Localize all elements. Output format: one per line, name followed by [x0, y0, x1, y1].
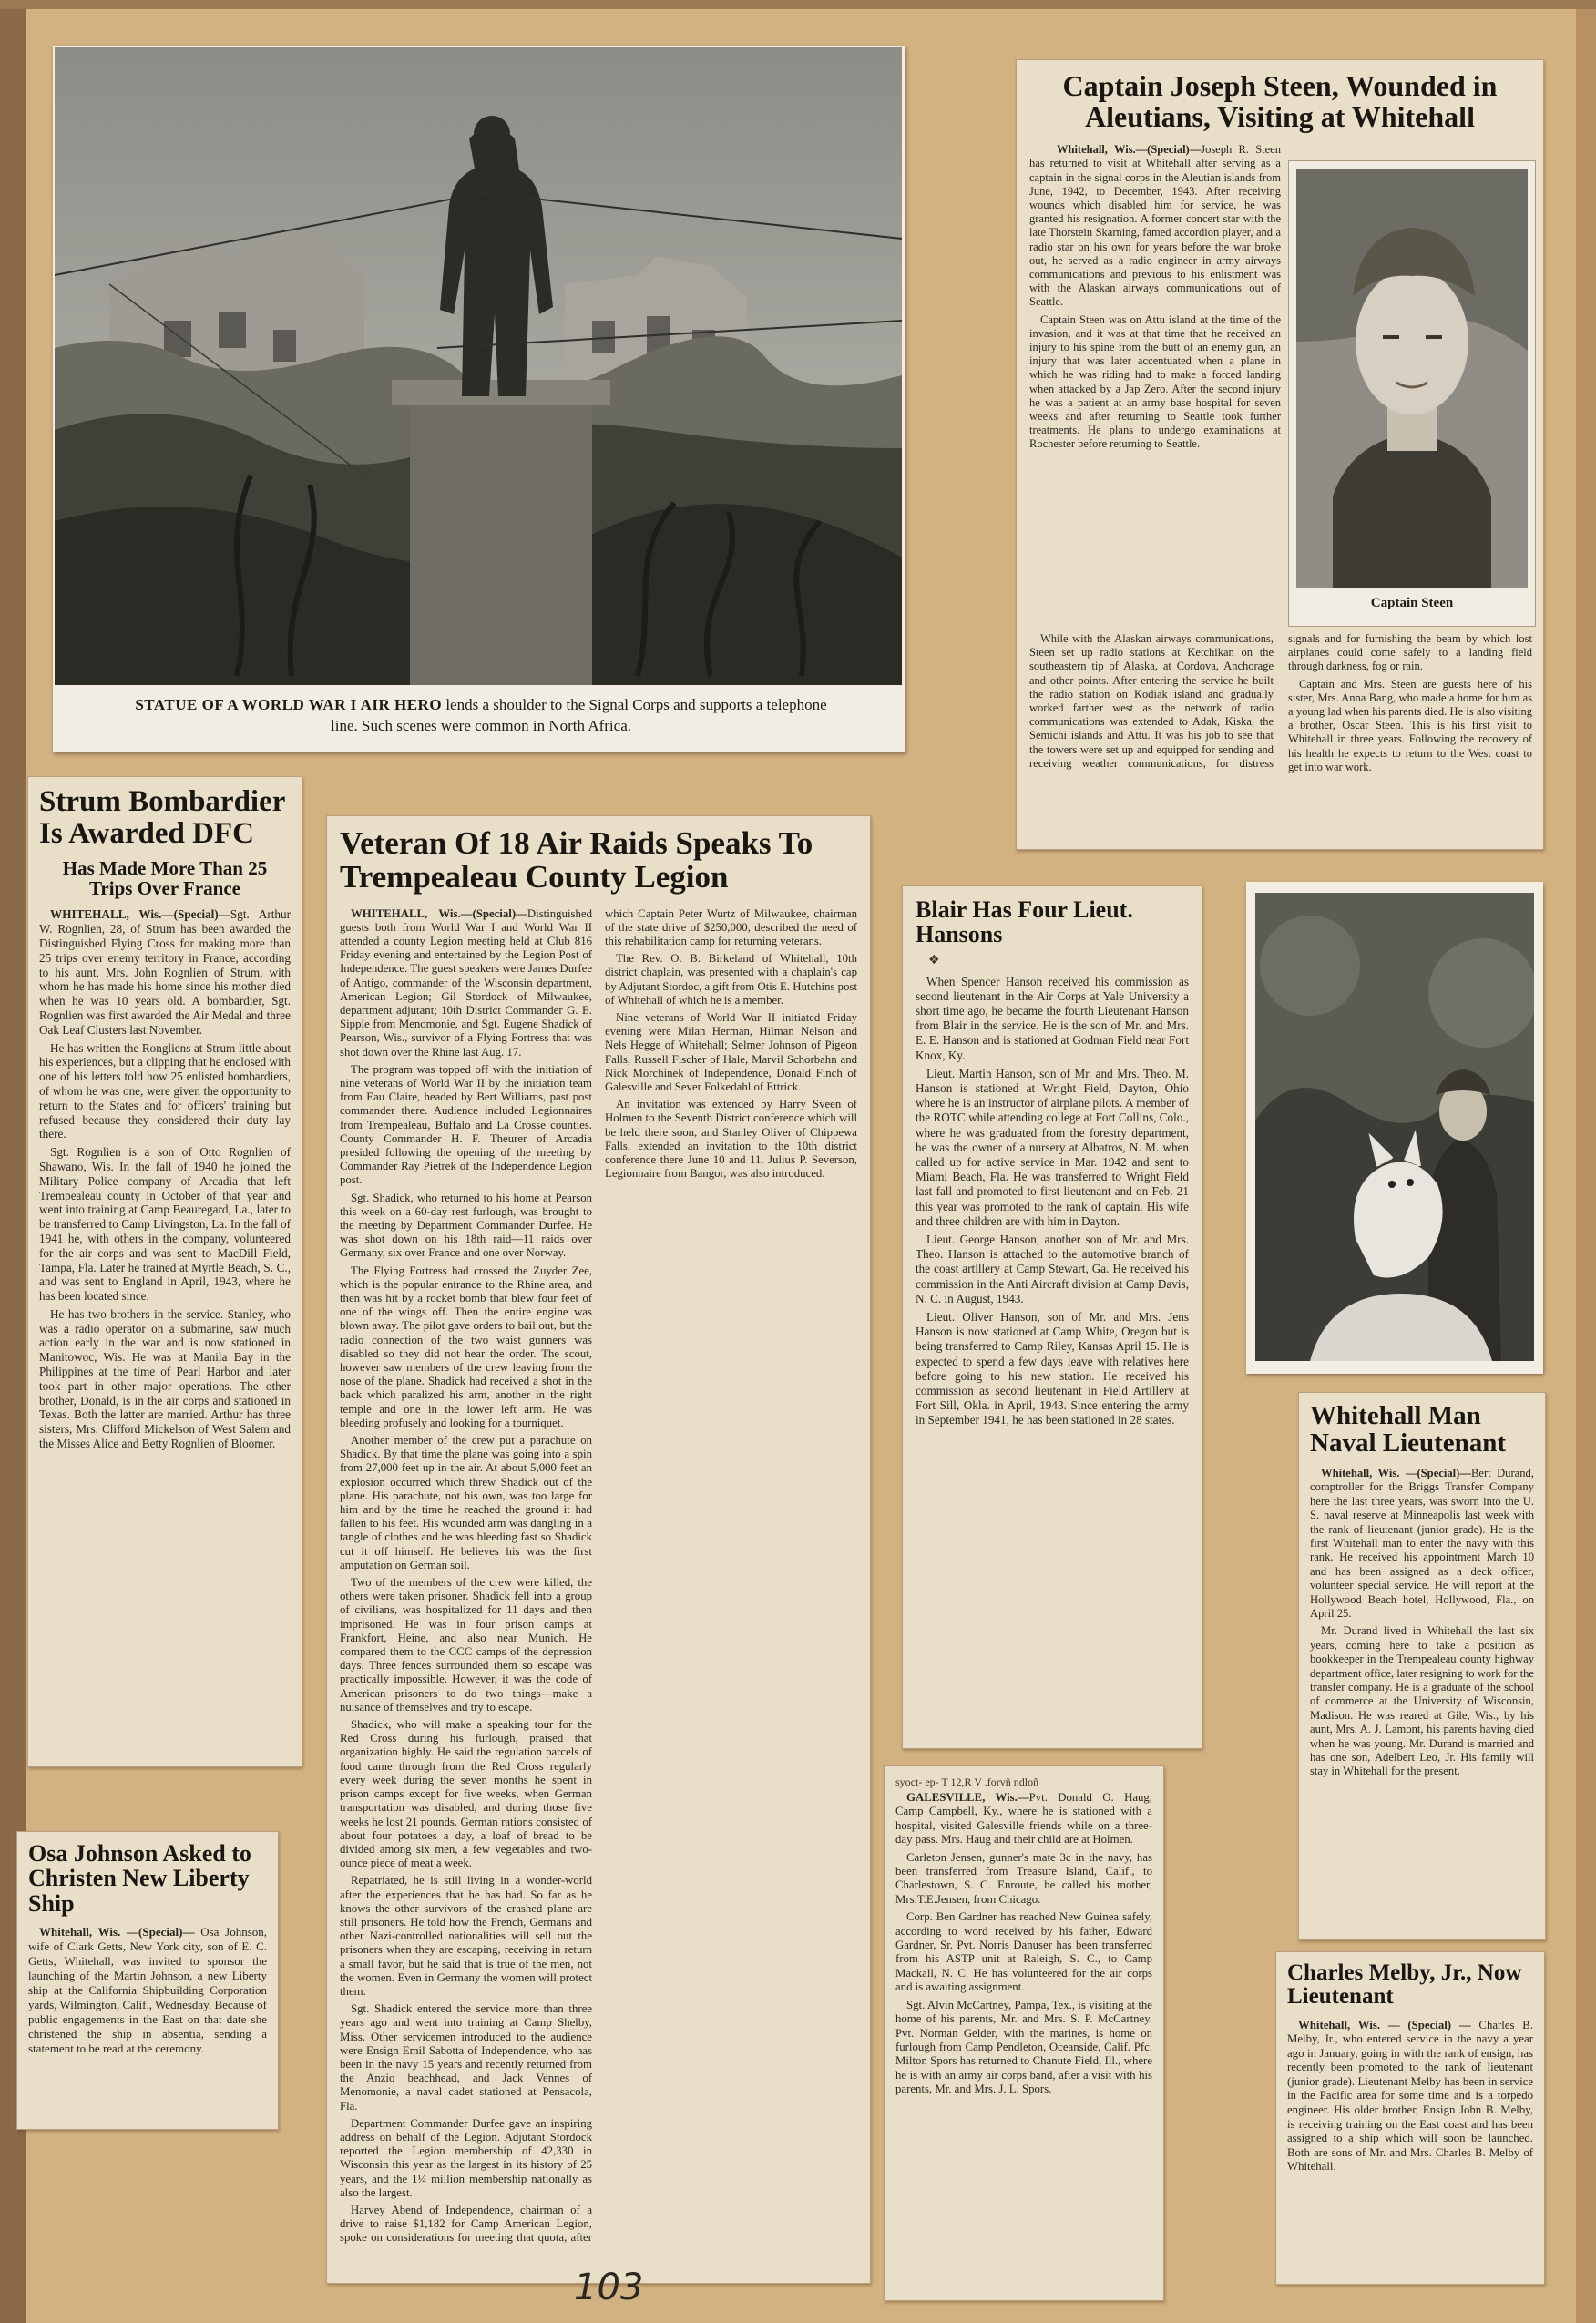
statue-photo-print: [53, 46, 905, 752]
veteran-article: [326, 815, 871, 2284]
melby-headline: Charles Melby, Jr., Now Lieutenant: [1287, 1960, 1522, 2010]
durand-article: [1298, 1392, 1546, 1940]
galesville-article: [884, 1765, 1164, 2301]
blair-paragraph: Lieut. Martin Hanson, son of Mr. and Mrs. Theo. M. Hanson is stationed at Wright Field, Dayton, Ohio where he is an instructor of airplane pilots. A member of the ROTC while attending college at Fort Collins, Colo., where he was graduated from the forestry department, he was the owner of a nursery at Albatros, N. M. when called up for active service in Mar. 1942 and sent to Miami Beach, Fla. He was transferred to Wright Field last fall and promoted to first lieutenant and on Feb. 21 this year was promoted to the rank of captain. His wife and three children are with him in Dayton.: [916, 1066, 1189, 1228]
steen-photo-caption: Captain Steen: [1370, 596, 1454, 610]
veteran-paragraph: The Rev. O. B. Birkeland of Whitehall, 10th district chaplain, was presented with a chaplain's cap by Adjutant Stordoc, a gift from Otis E. Hutchins post of Whitehall of which he is a member.: [605, 952, 857, 1007]
page-right-edge: [1576, 0, 1596, 2323]
osa-article: [16, 1831, 279, 2130]
steen-headline: Captain Joseph Steen, Wounded in Aleutians, Visiting at Whitehall: [1062, 69, 1498, 133]
veteran-paragraph: The program was topped off with the initiation of nine veterans of World War II by the initiation team from Eau Claire, headed by Bert Williams, past post commander there. Audience included Legionnaires from Trempealeau, Buffalo and La Crosse counties. County Commander H. F. Theurer of Arcadia presided following the opening of the meeting by Commander Ray Pietrek of the Independence Legion post.: [340, 1062, 592, 1187]
durand-paragraph: Bert Durand, comptroller for the Briggs Transfer Company here the last three years, was sworn into the U. S. naval reserve at Minneapolis last week with the rank of lieutenant (junior grade). He is the first Whitehall man to enter the navy with this rank. He received his appointment March 10 and has been assigned as a deck officer, volunteer special service. He will report at the Hollywood Beach hotel, Hollywood, Fla., on April 25.: [1310, 1466, 1534, 1620]
osa-headline: Osa Johnson Asked to Christen New Liberty Ship: [28, 1840, 251, 1917]
melby-body: [1287, 2019, 1533, 2175]
steen-paragraph: Joseph R. Steen has returned to visit at Whitehall after serving as a captain in the signal corps in the Aleutian islands from June, 1942, to December, 1943. After receiving wounds which disabled him for service, he was granted his resignation. A former concert star with the late Thorstein Skarning, famed accordion player, and a radio star on his own for years before the war broke out, he served as a radio engineer in army airways communications and previous to his enlistment was with the Alaskan airways communications out of Seattle.: [1029, 143, 1281, 309]
steen-paragraph: Captain and Mrs. Steen are guests here of his sister, Mrs. Anna Bang, who made a home for him as a young lad when his parents died. He is also visiting a brother, Oscar Steen. This is his first visit to Whitehall in three years. Following the recovery of his health he expects to return to the West coast to get into war work.: [1288, 677, 1532, 773]
caption-text: lends a shoulder to the Signal Corps and supports a telephone line. Such scenes were common in North Africa.: [331, 696, 827, 734]
veteran-paragraph: Another member of the crew put a parachute on Shadick. By that time the plane was going into a spin from 27,000 feet up in the air. At about 5,000 feet an explosion occurred which threw Shadick out of the plane. His parachute, not his own, was too large for him and by the time he reached the ground it had fallen to his feet. His wounded arm was dangling in a tangle of clothes and he was bleeding fast so Shadick cut it off himself. He believes his was the first amputation on German soil.: [340, 1434, 592, 1571]
strum-subhead: Has Made More Than 25 Trips Over France: [62, 857, 268, 900]
veteran-paragraph: Two of the members of the crew were killed, the others were taken prisoner. Shadick fell into a group of civilians, was hospitalized for 11 days and then imprisoned. He was in four prison camps at Frankfort, Heine, and also near Munich. He compared them to the CCC camps of the depression days. Three fences surrounded them so escape was practically impossible. However, it was the code of American prisoners to do two things—make a nuisance of themselves and try to escape.: [340, 1576, 592, 1714]
caption-title: STATUE OF A WORLD WAR I AIR HERO: [135, 696, 443, 713]
blair-body: [916, 975, 1189, 1428]
blair-paragraph: When Spencer Hanson received his commission as second lieutenant in the Air Corps at Yale University a short time ago, he became the fourth Lieutenant Hanson from Blair in the service. He is the son of Mr. and Mrs. E. E. Hanson and is stationed at Godman Field near Fort Knox, Ky.: [916, 974, 1189, 1062]
melby-text: Charles B. Melby, Jr., who entered service in the navy a year ago in January, going in with the rank of ensign, has recently been promoted to the rank of lieutenant (junior grade). Lieutenant Melby has been in service in the Pacific area for some time and is a torpedo engineer. His older brother, Ensign John B. Melby, is receiving training on the East coast and has been assigned to a ship which will soon be launched. Both are sons of Mr. and Mrs. Charles B. Melby of Whitehall.: [1287, 2018, 1534, 2174]
page-top-edge: [0, 0, 1596, 9]
galesville-paragraph: Corp. Ben Gardner has reached New Guinea safely, according to word received by his father, Edward Gardner, Sr. Pvt. Norris Danuser has been transferred from his ASTP unit at Raleigh, S. C., to Camp Mackall, N. C. He has volunteered for the air corps and is awaiting assignment.: [895, 1910, 1152, 1994]
statue-photo-image: [55, 47, 902, 685]
strum-body: [39, 907, 291, 1450]
blair-headline: Blair Has Four Lieut. Hansons: [916, 896, 1133, 948]
steen-paragraph: While with the Alaskan airways communications, Steen set up radio stations at Ketchikan on the southeastern tip of Alaska, at Cordova, Anchorage and other points. After entering the service he built the radio station on Kodiak island and gradually worked farther west as the network of radio communications was extended to Adak, Kiska, the Semichi islands and Attu. It was his job to see that the towers were set up and equipped for sending and receiving weather communications, for distress signals and for furnishing the beam by which lost airplanes could come safely to a landing field through darkness, fog or rain.: [1029, 632, 1532, 770]
steen-portrait: [1296, 169, 1528, 588]
statue-photo-caption: [126, 694, 836, 736]
durand-dateline: Whitehall, Wis. —(Special)—: [1321, 1466, 1471, 1479]
veteran-paragraph: Sgt. Shadick entered the service more than three years ago and went into training at Camp Shelby, Miss. Other servicemen introduced to the audience were Ensign Emil Sabotta of Independence, who has been in the navy 15 years and recently returned from the Anzio beachhead, and Jack Vennes of Menomonie, a naval cadet stationed at Pensacola, Fla.: [340, 2002, 592, 2113]
durand-headline: Whitehall Man Naval Lieutenant: [1310, 1401, 1507, 1458]
galesville-paragraph: Pvt. Donald O. Haug, Camp Campbell, Ky., where he is stationed with a hospital, visited Galesville friends while on a three-day pass. Mrs. Haug and their child are at Holmen.: [895, 1791, 1152, 1847]
osa-dateline: Whitehall, Wis. —(Special)—: [39, 1924, 195, 1939]
steen-article: [1016, 59, 1544, 850]
blair-article: [902, 885, 1202, 1749]
veteran-paragraph: Nine veterans of World War II initiated Friday evening were Milan Herman, Hilman Nelson and Nels Hegge of Whitehall; Selmer Johnson of Pigeon Falls, Russell Fischer of Hale, Marvil Schorbahn and Nick Morchinek of Independence, Donald Finch of Galesville and Sever Folkedahl of Ettrick.: [605, 1010, 857, 1093]
galesville-dateline: GALESVILLE, Wis.—: [906, 1791, 1029, 1804]
veteran-paragraph: Department Commander Durfee gave an inspiring address on behalf of the Legion. Adjutant Stordock reported the Legion membership of 42,330 in Wisconsin this year as the largest in its history of 25 years, and the 1¼ million membership nationally as also the largest.: [340, 2116, 592, 2199]
melby-article: [1275, 1951, 1545, 2285]
veteran-paragraph: Distinguished guests both from World War I and World War II attended a county Legion meeting held at Club 816 Friday evening and entertained by the Legion Post of Independence. The guest speakers were James Durfee of Antigo, commander of the Wisconsin department, American Legion; Gil Stordock of Milwaukee, department adjutant; 10th District Commander G. E. Sipple from Menomonie, and Sgt. Eugene Shadick of Pearson, Wis., survivor of a Flying Fortress that was shot down over the Rhine last Aug. 17.: [340, 906, 592, 1059]
soldier-with-dog-photo: [1246, 882, 1543, 1374]
galesville-topline: syoct- ep- T 12,R V .forvñ ndloñ: [895, 1776, 1039, 1788]
strum-paragraph: He has written the Rongliens at Strum little about his experiences, but a clipping that he enclosed with one of his letters told how 25 enlisted bombardiers, of whom he was one, were given the opportunity to return to the States and for officers' training but refused because they considered their duty lay there.: [39, 1040, 291, 1141]
blair-paragraph: Lieut. George Hanson, another son of Mr. and Mrs. Theo. Hanson is attached to the automotive branch of the coast artillery at Camp Stewart, Ga. He received his commission in the Anti Aircraft division at Camp Davis, N. C. in August, 1943.: [916, 1233, 1189, 1305]
veteran-paragraph: Sgt. Shadick, who returned to his home at Pearson this week on a 60-day rest furlough, was brought to the meeting by Department Commander Durfee. He was shot down on his 18th raid—11 raids over Germany, six over France and one over Norway.: [340, 1191, 592, 1260]
blair-paragraph: Lieut. Oliver Hanson, son of Mr. and Mrs. Jens Hanson is now stationed at Camp White, Oregon but is being transferred to Camp Riley, Kansas April 15. He is expected to spend a few days leave with relatives here before going to his new station. He received his commission as second lieutenant in Field Artillery at Fort Sill, Okla. in April, 1943. Since entering the army in September 1941, he has been stationed in 28 states.: [916, 1310, 1189, 1428]
durand-body: [1310, 1467, 1534, 1779]
strum-headline: Strum Bombardier Is Awarded DFC: [39, 785, 285, 850]
veteran-paragraph: Shadick, who will make a speaking tour for the Red Cross during his furlough, praised that organization highly. He said the regulation parcels of food came through from the Red Cross regularly every week during the seven months he spent in prison camps except for five weeks, when German transportation was disabled, and during those five weeks he lost 21 pounds. German rations consisted of about four potatoes a day, a loaf of bread to be divided among six men, a few vegetables and two-ounce piece of meat a week.: [340, 1718, 592, 1870]
steen-photo: [1288, 160, 1536, 627]
galesville-paragraph: Sgt. Alvin McCartney, Pampa, Tex., is visiting at the home of his parents, Mr. and Mrs. S. P. McCartney. Pvt. Norman Gelder, with the marines, is home on furlough from Camp Pendleton, Oceanside, Calif. Pfc. Milton Spors has returned to Chanute Field, Ill., where he is with an army air corps band, after a visit with his parents, Mr. and Mrs. J. L. Spors.: [895, 1998, 1152, 2096]
melby-dateline: Whitehall, Wis. — (Special) —: [1298, 2018, 1471, 2031]
strum-article: [27, 776, 302, 1767]
veteran-paragraph: The Flying Fortress had crossed the Zuyder Zee, which is the popular entrance to the Rhine area, and then was hit by a rocket bomb that blew four feet of one of the wings off. Then the entire engine was blown away. The pilot gave orders to bail out, but the radio connection of the two waist gunners was disabled so they did not hear the order. The scout, however saw members of the crew leaving from the nose of the plane. Shadick had received a shot in the back which paralized his arm, another in the right temple and one in the lower left arm. He was bleeding profusely and looking for a tourniquet.: [340, 1264, 592, 1429]
strum-dateline: WHITEHALL, Wis.—(Special)—: [50, 907, 230, 922]
steen-dateline: Whitehall, Wis.—(Special)—: [1057, 143, 1202, 157]
galesville-body: [895, 1791, 1152, 2097]
osa-body: [28, 1925, 267, 2056]
veteran-dateline: WHITEHALL, Wis.—(Special)—: [351, 906, 527, 920]
durand-paragraph: Mr. Durand lived in Whitehall the last six years, coming here to take a position as bookkeeper in the Trempealeau county highway department office, later resigning to work for the transfer company. He is a graduate of the school of commerce at the University of Wisconsin, Madison. He was reared at Gile, Wis., by his aunt, Mrs. A. J. Lamont, his parents having died when he was young. Mr. Durand is married and has one son, Adelbert Leo, Jr. His family will stay in Whitehall for the present.: [1310, 1624, 1534, 1778]
steen-body: [1029, 143, 1281, 451]
soldier-with-dog-image: [1255, 893, 1534, 1361]
steen-body-bottom: [1029, 632, 1532, 774]
veteran-paragraph: Repatriated, he is still living in a wonder-world after the experiences that he has had. So far as he knows the other survivors of the crashed plane are still prisoners. He told how the French, Germans and other Nazi-controlled nationalities will sell out the prisoners when they are escaping, receiving in return a small favor, but he said that is true of the men, not the women. Even in Germany the women will protect them.: [340, 1874, 592, 1998]
veteran-headline: Veteran Of 18 Air Raids Speaks To Trempealeau County Legion: [340, 825, 813, 895]
steen-paragraph: Captain Steen was on Attu island at the time of the invasion, and it was at that time that he received an injury to his spine from the butt of an enemy gun, an injury that was later accentuated when a plane in which he was riding had to make a forced landing when attacked by a Jap Zero. After the second injury he was a patient at an army base hospital for seven weeks and after returning to Seattle took further treatments. He plans to undergo examinations at Rochester before returning to Seattle.: [1029, 312, 1281, 451]
veteran-paragraph: An invitation was extended by Harry Sveen of Holmen to the Seventh District conference which will be held there soon, and Stanley Oliver of Chippewa Falls, extended an invitation to the 10th district conference there June 10 and 11. Julius P. Severson, Legionnaire from Bangor, was also introduced.: [605, 1098, 857, 1181]
blair-ornament: ❖: [928, 952, 940, 967]
galesville-paragraph: Carleton Jensen, gunner's mate 3c in the navy, has been transferred from Treasure Island, Calif., to Charlestown, S. C. Enroute, he called his mother, Mrs.T.E.Jensen, from Chicago.: [895, 1850, 1152, 1906]
veteran-body: [340, 907, 857, 2256]
osa-text: Osa Johnson, wife of Clark Getts, New York city, son of E. C. Getts, Whitehall, was invited to sponsor the launching of the Martin Johnson, a new Liberty ship at the California Shipbuilding Corporation yards, Wilmington, Calif., Wednesday. Because of public engagements in the East on that date she christened the ship in absentia, sending a statement to be read at the ceremony.: [28, 1924, 268, 2055]
page-number: 103: [574, 2267, 644, 2308]
veteran-paragraph: Harvey Abend of Independence, chairman of a drive to raise $1,182 for Camp American Legion, spoke on considerations for meeting that quota, after which Captain Peter Wurtz of Milwaukee, chairman of the state drive of $250,000, described the need of this rehabilitation camp for returning veterans.: [340, 906, 857, 2245]
strum-paragraph: He has two brothers in the service. Stanley, who was a radio operator on a submarine, saw much action early in the war and is now stationed in Manitowoc, Wis. He was at Manila Bay in the Philippines at the time of Pearl Harbor and later took part in other major operations. The other brother, Donald, is in the air corps and stationed in Texas. Both the latter are married. Arthur has three sisters, Mrs. Clifford Mickelson of West Salem and the Misses Alice and Betty Rognlien of Bloomer.: [39, 1306, 291, 1451]
strum-paragraph: Sgt. Rognlien is a son of Otto Rognlien of Shawano, Wis. In the fall of 1940 he joined the Military Police company of Arcadia that left Trempealeau county in October of that year and went into training at Camp Beauregard, La., later to be transferred to Camp Livingston, La. In the fall of 1941 he, with others in the company, volunteered for the air corps and was sent to MacDill Field, Tampa, Fla. Later he trained at Myrtle Beach, S. C., and was sent to England in April, 1943, where he has been located since.: [39, 1145, 291, 1304]
strum-paragraph: Sgt. Arthur W. Rognlien, 28, of Strum has been awarded the Distinguished Flying Cross for making more than 25 trips over enemy territory in France, according to his aunt, Mrs. John Rognlien of Strum, with whom he has made his home since his mother died when he was 10 years old. A bombardier, Sgt. Rognlien was first awarded the Air Medal and three Oak Leaf Clusters last November.: [39, 907, 291, 1037]
